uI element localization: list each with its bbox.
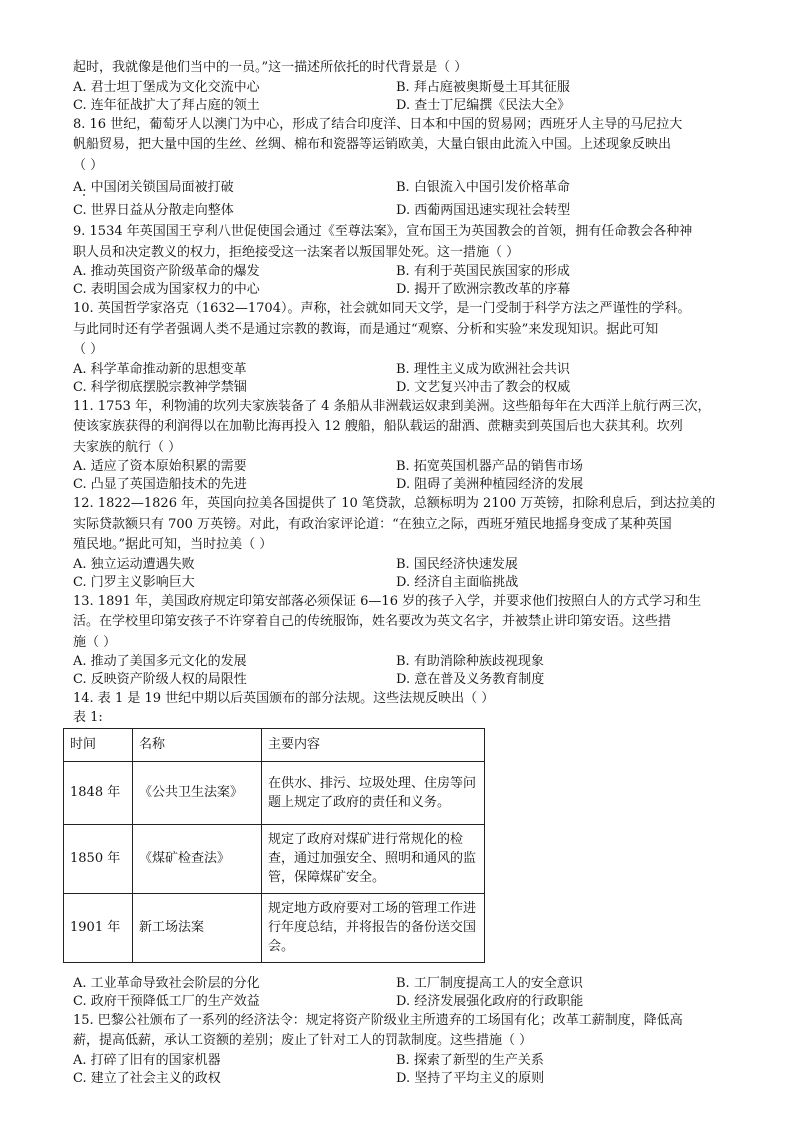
q12-options-row-2: [73, 574, 723, 592]
table-cell-time: 1901 年: [64, 893, 133, 962]
q8-stem-line-1: 8. 16 世纪，葡萄牙人以澳门为中心，形成了结合印度洋、日本和中国的贸易网；西班牙人主导的马尼拉大: [73, 116, 683, 132]
table-row: [64, 761, 485, 824]
table-header-row: [64, 728, 485, 761]
spacer: [73, 963, 723, 975]
q13-options-row-2: [73, 671, 723, 689]
q14-stem: 14. 表 1 是 19 世纪中期以后英国颁布的部分法规。这些法规反映出（ ）: [73, 691, 495, 706]
q15-stem-line-1: 15. 巴黎公社颁布了一系列的经济法令：规定将资产阶级业主所遗弃的工场国有化；改革工薪制度，降低高: [73, 1012, 683, 1028]
q13-options-row-1: [73, 653, 723, 671]
q7-stem-tail: 起时，我就像是他们当中的一员。”这一描述所依托的时代背景是（ ）: [73, 60, 468, 75]
q9-option-c[interactable]: C. 表明国会成为国家权力的中心: [73, 282, 260, 297]
q15-options-row-2: [73, 1070, 723, 1088]
q11-stem-line-2: 使该家族获得的利润得以在加勒比海再投入 12 艘船，船队载运的甜酒、蔗糖卖到英国后也大获其利。坎列: [73, 419, 683, 434]
q11-option-c[interactable]: C. 凸显了英国造船技术的先进: [73, 477, 247, 492]
q14-option-a[interactable]: A. 工业革命导致社会阶层的分化: [73, 975, 260, 991]
q13-stem-line-2: 活。在学校里印第安孩子不许穿着自己的传统服饰，姓名要改为英文名字，并被禁止讲印第安语。这些措: [73, 614, 672, 629]
q11-option-a[interactable]: A. 适应了资本原始积累的需要: [73, 459, 247, 474]
q10-option-c[interactable]: C. 科学彻底摆脱宗教神学禁锢: [73, 379, 247, 395]
q13-option-d[interactable]: D. 意在普及义务教育制度: [396, 672, 545, 687]
q14-option-d[interactable]: D. 经济发展强化政府的行政职能: [396, 993, 584, 1009]
q10-option-d[interactable]: D. 文艺复兴冲击了教会的权威: [396, 379, 571, 395]
q11-options-row-1: [73, 458, 723, 476]
q8-options-row-2: [73, 200, 723, 222]
table-cell-name: 新工场法案: [133, 893, 262, 962]
q11-stem-line-3: 夫家族的航行（ ）: [73, 439, 182, 455]
q8-stem-line-2: 帆船贸易，把大量中国的生丝、丝绸、棉布和瓷器等运销欧美，大量白银由此流入中国。上述现象反映出: [73, 137, 672, 152]
q15-stem-line-2: 薪，提高低薪，承认工资额的差别；废止了针对工人的罚款制度。这些措施（ ）: [73, 1033, 533, 1048]
q8-options-row-1: [73, 176, 723, 200]
q10-options-row-2: [73, 379, 723, 397]
q12-options-row-1: [73, 556, 723, 574]
q13-stem-line-3: 施（ ）: [73, 634, 117, 650]
q14-option-c[interactable]: C. 政府干预降低工厂的生产效益: [73, 993, 260, 1009]
q12-stem-line-1: 12. 1822—1826 年，英国向拉美各国提供了 10 笔贷款，总额标明为 2100 万英镑，扣除利息后，到达拉美的: [73, 496, 716, 511]
q10-option-b[interactable]: B. 理性主义成为欧洲社会共识: [396, 361, 570, 377]
table-cell-content: 规定了政府对煤矿进行常规化的检查，通过加强安全、照明和通风的监管，保障煤矿安全。: [262, 824, 485, 893]
q15-option-a[interactable]: A. 打碎了旧有的国家机器: [73, 1052, 221, 1068]
q14-table-caption: 表 1:: [73, 709, 103, 725]
q13-option-a[interactable]: A. 推动了美国多元文化的发展: [73, 654, 247, 669]
q12-stem-line-3: 殖民地。”据此可知，当时拉美（ ）: [73, 537, 273, 552]
q12-stem-line-2: 实际贷款额只有 700 万英镑。对此，有政治家评论道：“在独立之际，西班牙殖民地摇身变成了某种英国: [73, 516, 672, 532]
q13-stem-line-1: 13. 1891 年，美国政府规定印第安部落必须保证 6—16 岁的孩子入学，并要求他们按照白人的方式学习和生: [73, 593, 702, 609]
q9-option-a[interactable]: A. 推动英国资产阶级革命的爆发: [73, 264, 260, 279]
q11-options-row-2: [73, 476, 723, 494]
q10-stem-line-2: 与此同时还有学者强调人类不是通过宗教的教诲，而是通过“观察、分析和实验”来发现知识。据此可知: [73, 321, 659, 337]
q13-option-b[interactable]: B. 有助消除种族歧视现象: [396, 654, 544, 669]
q12-option-c[interactable]: C. 门罗主义影响巨大: [73, 574, 195, 590]
table-cell-time: 1848 年: [64, 761, 133, 824]
q8-option-d[interactable]: D. 西葡两国迅速实现社会转型: [396, 203, 571, 218]
q10-option-a[interactable]: A. 科学革命推动新的思想变革: [73, 361, 247, 377]
q15-option-d[interactable]: D. 坚持了平均主义的原则: [396, 1070, 545, 1086]
q8-option-a[interactable]: A. 中国闭关锁国局面被打破: [73, 180, 234, 195]
q15-option-c[interactable]: C. 建立了社会主义的政权: [73, 1070, 221, 1086]
q14-regulations-table: [63, 728, 485, 963]
q11-option-b[interactable]: B. 拓宽英国机器产品的销售市场: [396, 459, 583, 474]
table-cell-content: 在供水、排污、垃圾处理、住房等问题上规定了政府的责任和义务。: [262, 761, 485, 824]
table-cell-time: 1850 年: [64, 824, 133, 893]
q10-stem-line-1: 10. 英国哲学家洛克（1632—1704）。声称，社会就如同天文学，是一门受制于科学方法之严谨性的学科。: [73, 301, 691, 316]
q9-option-d[interactable]: D. 揭开了欧洲宗教改革的序幕: [396, 282, 571, 297]
q9-stem-line-1: 9. 1534 年英国国王亨利八世促使国会通过《至尊法案》，宣布国王为英国教会的首领，拥有任命教会各种神: [73, 224, 693, 239]
q14-option-b[interactable]: B. 工厂制度提高工人的安全意识: [396, 975, 583, 991]
q12-option-d[interactable]: D. 经济自主面临挑战: [396, 574, 519, 590]
table-row: [64, 893, 485, 962]
exam-page: [70, 58, 723, 1088]
q15-options-row-1: [73, 1052, 723, 1070]
table-header-name: 名称: [133, 728, 262, 761]
q13-option-c[interactable]: C. 反映资产阶级人权的局限性: [73, 672, 247, 687]
table-cell-name: 《公共卫生法案》: [133, 761, 262, 824]
q7-options-row-1: [73, 79, 723, 97]
q8-option-c[interactable]: C. 世界日益从分散走向整体: [73, 203, 234, 218]
table-header-content: 主要内容: [262, 728, 485, 761]
q10-stem-line-3: （ ）: [73, 342, 104, 357]
q12-option-a[interactable]: A. 独立运动遭遇失败: [73, 556, 195, 572]
q14-options-row-1: [73, 975, 723, 993]
q9-options-row-2: [73, 281, 723, 299]
q9-stem-line-2: 职人员和决定教义的权力，拒绝接受这一法案者以叛国罪处死。这一措施（ ）: [73, 244, 520, 260]
q7-options-row-2: [73, 97, 723, 115]
table-header-time: 时间: [64, 728, 133, 761]
q7-option-b[interactable]: B. 拜占庭被奥斯曼土耳其征服: [396, 79, 570, 95]
q9-option-b[interactable]: B. 有利于英国民族国家的形成: [396, 264, 570, 279]
table-row: [64, 824, 485, 893]
q7-option-c[interactable]: C. 连年征战扩大了拜占庭的领土: [73, 97, 260, 113]
table-cell-name: 《煤矿检查法》: [133, 824, 262, 893]
q9-options-row-1: [73, 263, 723, 281]
q11-option-d[interactable]: D. 阻碍了美洲种植园经济的发展: [396, 477, 584, 492]
q11-stem-line-1: 11. 1753 年，利物浦的坎列夫家族装备了 4 条船从非洲载运奴隶到美洲。这些船每年在大西洋上航行两三次，: [73, 398, 711, 414]
q15-option-b[interactable]: B. 探索了新型的生产关系: [396, 1052, 544, 1068]
q7-option-a[interactable]: A. 君士坦丁堡成为文化交流中心: [73, 79, 260, 95]
q14-options-row-2: [73, 993, 723, 1011]
q8-stem-line-3: （ ）: [73, 157, 104, 173]
q12-option-b[interactable]: B. 国民经济快速发展: [396, 556, 518, 572]
table-cell-content: 规定地方政府要对工场的管理工作进行年度总结，并将报告的备份送交国会。: [262, 893, 485, 962]
q7-option-d[interactable]: D. 查士丁尼编撰《民法大全》: [396, 97, 571, 113]
q10-options-row-1: [73, 361, 723, 379]
q8-option-b[interactable]: B. 白银流入中国引发价格革命: [396, 180, 570, 195]
